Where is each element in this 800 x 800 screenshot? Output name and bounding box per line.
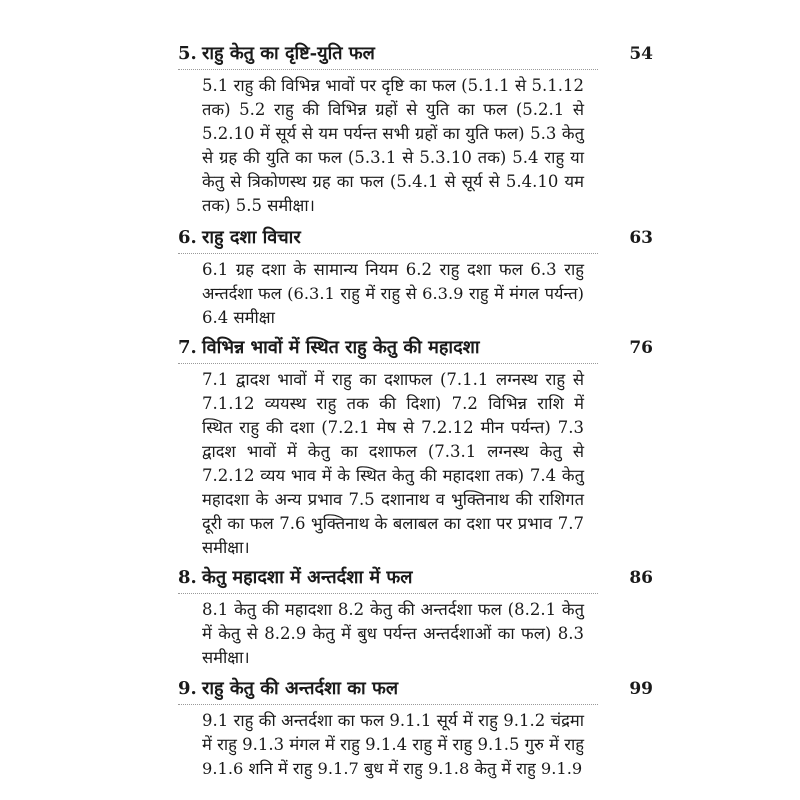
page-number: 63 <box>629 228 653 248</box>
dotted-divider <box>178 253 598 254</box>
chapter-title: राहु दशा विचार <box>202 227 301 248</box>
description-line: स्थित राहु की दशा (7.2.1 मेष से 7.2.12 मीन पर्यन्त) 7.3 <box>202 418 584 437</box>
chapter-description <box>202 74 584 218</box>
description-line: 6.1 ग्रह दशा के सामान्य नियम 6.2 राहु दशा फल 6.3 राहु <box>202 260 584 279</box>
page-number: 86 <box>629 568 653 588</box>
toc-entry-heading <box>178 336 653 362</box>
description-line: में राहु 9.1.3 मंगल में राहु 9.1.4 राहु में राहु 9.1.5 गुरु में राहु <box>202 735 585 754</box>
description-line: 7.2.12 व्यय भाव में के स्थित केतु की महादशा तक) 7.4 केतु <box>202 466 584 485</box>
toc-entry-heading <box>178 566 653 592</box>
description-line: में केतु से 8.2.9 केतु में बुध पर्यन्त अन्तर्दशाओं का फल) 8.3 <box>202 624 584 643</box>
description-line: समीक्षा। <box>202 648 250 667</box>
description-line: अन्तर्दशा फल (6.3.1 राहु में राहु से 6.3.9 राहु में मंगल पर्यन्त) <box>202 284 584 303</box>
chapter-title: केतु महादशा में अन्तर्दशा में फल <box>202 567 413 588</box>
dotted-divider <box>178 593 598 594</box>
description-line: 8.1 केतु की महादशा 8.2 केतु की अन्तर्दशा फल (8.2.1 केतु <box>202 600 584 619</box>
toc-entry-6 <box>178 226 653 330</box>
description-line: 6.4 समीक्षा <box>202 308 275 327</box>
chapter-description <box>202 598 584 670</box>
dotted-divider <box>178 69 598 70</box>
chapter-title: विभिन्न भावों में स्थित राहु केतु की महादशा <box>202 337 480 358</box>
description-line: 7.1.12 व्ययस्थ राहु तक की दिशा) 7.2 विभिन्न राशि में <box>202 394 584 413</box>
description-line: केतु से त्रिकोणस्थ ग्रह का फल (5.4.1 से सूर्य से 5.4.10 यम <box>202 172 584 191</box>
description-line: 5.2.10 में सूर्य से यम पर्यन्त सभी ग्रहों का युति फल) 5.3 केतु <box>202 124 584 143</box>
page-number: 99 <box>629 679 653 699</box>
chapter-number: 9. <box>178 678 197 699</box>
chapter-description <box>202 368 584 560</box>
chapter-number: 7. <box>178 337 197 358</box>
toc-entry-8 <box>178 566 653 670</box>
page-number: 76 <box>629 338 653 358</box>
description-line: द्वादश भावों में केतु का दशाफल (7.3.1 लग्नस्थ केतु से <box>202 442 584 461</box>
toc-entry-9 <box>178 677 653 781</box>
chapter-number: 8. <box>178 567 197 588</box>
toc-entry-heading <box>178 226 653 252</box>
chapter-number: 6. <box>178 227 197 248</box>
page-number: 54 <box>629 44 653 64</box>
description-line: समीक्षा। <box>202 538 250 557</box>
description-line: 9.1 राहु की अन्तर्दशा का फल 9.1.1 सूर्य में राहु 9.1.2 चंद्रमा <box>202 711 584 730</box>
chapter-number: 5. <box>178 43 197 64</box>
toc-entry-heading <box>178 42 653 68</box>
description-line: 7.1 द्वादश भावों में राहु का दशाफल (7.1.1 लग्नस्थ राहु से <box>202 370 584 389</box>
toc-entry-heading <box>178 677 653 703</box>
description-line: महादशा के अन्य प्रभाव 7.5 दशानाथ व भुक्तिनाथ की राशिगत <box>202 490 584 509</box>
chapter-title: राहु केतु की अन्तर्दशा का फल <box>202 678 399 699</box>
dotted-divider <box>178 704 598 705</box>
chapter-description <box>202 258 584 330</box>
dotted-divider <box>178 363 598 364</box>
toc-entry-5 <box>178 42 653 218</box>
description-line: 5.1 राहु की विभिन्न भावों पर दृष्टि का फल (5.1.1 से 5.1.12 <box>202 76 584 95</box>
toc-entry-7 <box>178 336 653 560</box>
description-line: से ग्रह की युति का फल (5.3.1 से 5.3.10 तक) 5.4 राहु या <box>202 148 584 167</box>
description-line: 9.1.6 शनि में राहु 9.1.7 बुध में राहु 9.1.8 केतु में राहु 9.1.9 <box>202 759 583 778</box>
chapter-description <box>202 709 584 781</box>
description-line: तक) 5.5 समीक्षा। <box>202 196 315 215</box>
chapter-title: राहु केतु का दृष्टि-युति फल <box>202 43 375 64</box>
description-line: तक) 5.2 राहु की विभिन्न ग्रहों से युति का फल (5.2.1 से <box>202 100 584 119</box>
description-line: दूरी का फल 7.6 भुक्तिनाथ के बलाबल का दशा पर प्रभाव 7.7 <box>202 514 584 533</box>
